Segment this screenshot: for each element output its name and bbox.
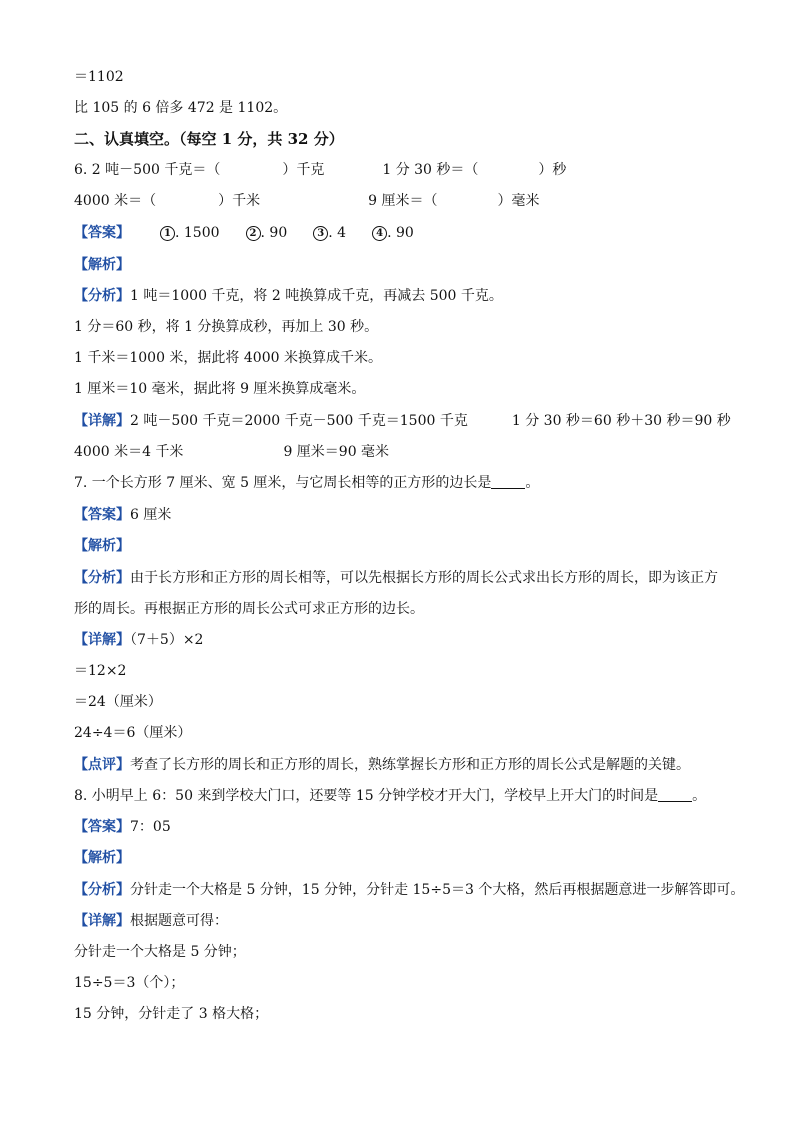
q6-item-b-start: 1 分 30 秒＝（ bbox=[382, 162, 479, 178]
q7-detail-3: ＝24（厘米） bbox=[74, 694, 162, 710]
q7-answer-line: 【答案】6 厘米 bbox=[74, 507, 172, 523]
q8-answer-line: 【答案】7：05 bbox=[74, 819, 171, 835]
q6-analysis-3: 1 千米＝1000 米，据此将 4000 米换算成千米。 bbox=[74, 350, 382, 366]
answer-tag: 【答案】 bbox=[74, 225, 130, 241]
q7-question: 7. 一个长方形 7 厘米、宽 5 厘米，与它周长相等的正方形的边长是 。 bbox=[74, 475, 540, 491]
q6-detail-line-2: 4000 米＝4 千米 9 厘米＝90 毫米 bbox=[74, 444, 390, 460]
q6-item-a-start: 6. 2 吨－500 千克＝（ bbox=[74, 162, 221, 178]
answer-4: 4 . 90 bbox=[372, 225, 414, 241]
q6-item-c-end: ）千米 bbox=[218, 193, 261, 209]
q6-analysis-1: 【分析】1 吨＝1000 千克，将 2 吨换算成千克，再减去 500 千克。 bbox=[74, 288, 503, 304]
q8-analysis-1: 【分析】分针走一个大格是 5 分钟，15 分钟，分针走 15÷5＝3 个大格，然后再根据题意进一步解答即可。 bbox=[74, 882, 745, 898]
q7-jiexi-tag: 【解析】 bbox=[74, 538, 130, 554]
q8-detail-2: 15÷5＝3（个）； bbox=[74, 975, 185, 991]
q6-item-d-end: ）毫米 bbox=[497, 193, 540, 209]
q6-line-1 bbox=[74, 161, 566, 179]
q8-detail-3: 15 分钟，分针走了 3 格大格； bbox=[74, 1006, 269, 1022]
answer-blank bbox=[658, 789, 692, 802]
section-title: 二、认真填空。（每空 1 分，共 32 分） bbox=[74, 130, 344, 148]
q8-jiexi-tag: 【解析】 bbox=[74, 850, 130, 866]
answer-blank bbox=[491, 476, 525, 489]
conclusion-line: 比 105 的 6 倍多 472 是 1102。 bbox=[74, 100, 288, 116]
circled-number-4: 4 bbox=[372, 226, 387, 241]
q7-detail-4: 24÷4＝6（厘米） bbox=[74, 725, 192, 741]
q6-detail-line-1: 【详解】2 吨－500 千克＝2000 千克－500 千克＝1500 千克 1 分 30 秒＝60 秒＋30 秒＝90 秒 bbox=[74, 413, 731, 429]
q6-answer-line bbox=[74, 224, 414, 242]
q6-item-a-end: ）千克 bbox=[282, 162, 325, 178]
equation-line: ＝1102 bbox=[74, 69, 124, 85]
q6-item-d-start: 9 厘米＝（ bbox=[368, 193, 438, 209]
q6-analysis-4: 1 厘米＝10 毫米，据此将 9 厘米换算成毫米。 bbox=[74, 381, 366, 397]
q8-detail-0: 【详解】根据题意可得： bbox=[74, 913, 228, 929]
circled-number-3: 3 bbox=[313, 226, 328, 241]
q6-line-2 bbox=[74, 192, 539, 210]
q6-analysis-2: 1 分＝60 秒，将 1 分换算成秒，再加上 30 秒。 bbox=[74, 319, 379, 335]
q8-detail-1: 分针走一个大格是 5 分钟； bbox=[74, 944, 246, 960]
q7-detail-2: ＝12×2 bbox=[74, 663, 127, 679]
circled-number-1: 1 bbox=[160, 226, 175, 241]
q7-analysis-1: 【分析】由于长方形和正方形的周长相等，可以先根据长方形的周长公式求出长方形的周长，即为该正方 bbox=[74, 570, 718, 586]
q7-detail-1: 【详解】（7＋5）×2 bbox=[74, 632, 204, 648]
q8-question: 8. 小明早上 6：50 来到学校大门口，还要等 15 分钟学校才开大门，学校早上开大门的时间是 。 bbox=[74, 788, 707, 804]
q6-jiexi-tag: 【解析】 bbox=[74, 257, 130, 273]
answer-2: 2 . 90 bbox=[246, 225, 288, 241]
q7-comment: 【点评】考查了长方形的周长和正方形的周长，熟练掌握长方形和正方形的周长公式是解题的关键。 bbox=[74, 757, 690, 773]
answer-1: 1 . 1500 bbox=[160, 225, 220, 241]
circled-number-2: 2 bbox=[246, 226, 261, 241]
q6-item-c-start: 4000 米＝（ bbox=[74, 193, 157, 209]
q7-analysis-2: 形的周长。再根据正方形的周长公式可求正方形的边长。 bbox=[74, 601, 424, 617]
q6-item-b-end: ）秒 bbox=[538, 162, 567, 178]
answer-3: 3 . 4 bbox=[313, 225, 346, 241]
